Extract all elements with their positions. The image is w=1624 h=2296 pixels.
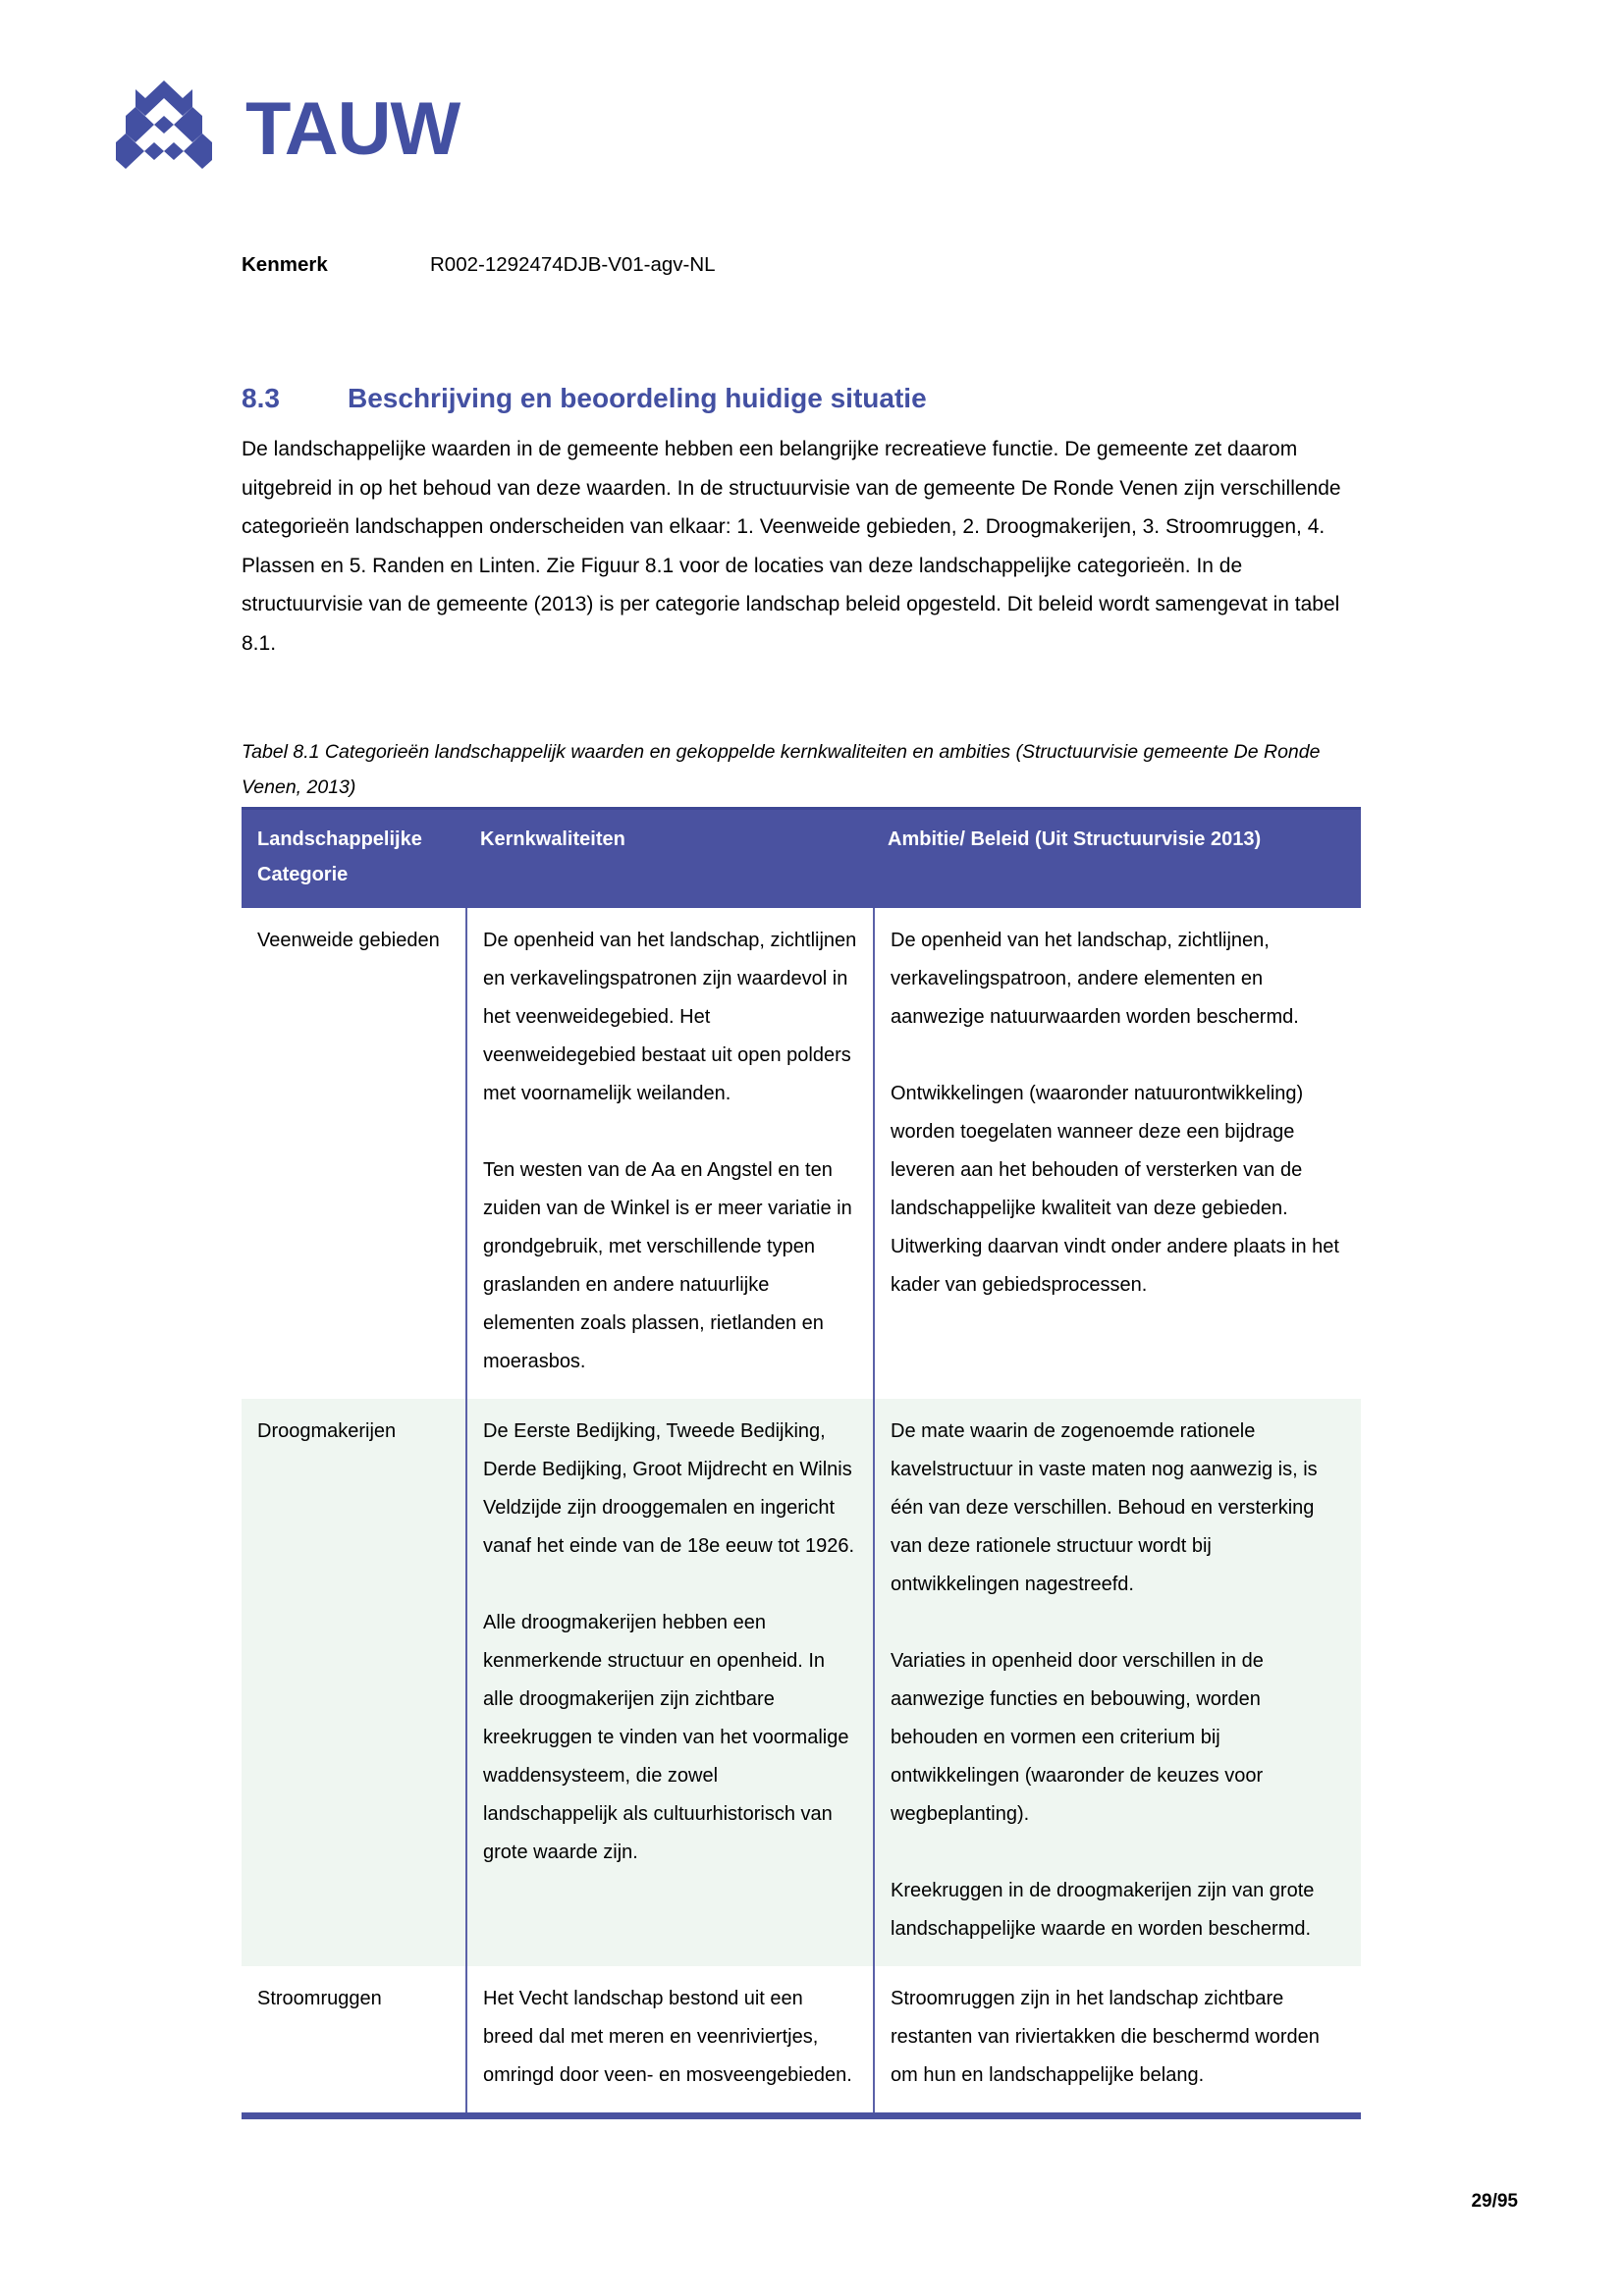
cell-ambitie — [874, 1399, 1361, 1966]
cell-paragraph: De mate waarin de zogenoemde rationele kavelstructuur in vaste maten nog aanwezig is, is één van deze verschillen. Behoud en versterking van deze rationele structuur wordt bij ontwikkelingen nagestreefd. — [891, 1420, 1318, 1595]
table-caption: Tabel 8.1 Categorieën landschappelijk waarden en gekoppelde kernkwaliteiten en ambities (Structuurvisie gemeente De Ronde Venen, 2013) — [242, 741, 1321, 798]
section-paragraph: De landschappelijke waarden in de gemeente hebben een belangrijke recreatieve functie. De gemeente zet daarom uitgebreid in op het behoud van deze waarden. In de structuurvisie van de gemeente De Ronde Venen zijn verschillende categorieën landschappen onderscheiden van elkaar: 1. Veenweide gebieden, 2. Droogmakerijen, 3. Stroomruggen, 4. Plassen en 5. Randen en Linten. Zie Figuur 8.1 voor de locaties van deze landschappelijke categorieën. In de structuurvisie van de gemeente (2013) is per categorie landschap beleid opgesteld. Dit beleid wordt samengevat in tabel 8.1. — [242, 438, 1341, 655]
column-header-ambitie: Ambitie/ Beleid (Uit Structuurvisie 2013) — [874, 809, 1361, 909]
cell-kernkwaliteiten — [466, 1399, 874, 1966]
cell-paragraph: De openheid van het landschap, zichtlijnen en verkavelingspatronen zijn waardevol in het veenweidegebied. Het veenweidegebied bestaat uit open polders met voornamelijk weilanden. — [483, 930, 857, 1104]
cell-paragraph: Kreekruggen in de droogmakerijen zijn van grote landschappelijke waarde en worden beschermd. — [891, 1880, 1315, 1940]
table-row — [242, 908, 1361, 1399]
table-body — [242, 908, 1361, 2112]
kenmerk-row — [242, 253, 716, 277]
kenmerk-label: Kenmerk — [242, 253, 328, 276]
cell-paragraph: Alle droogmakerijen hebben een kenmerkende structuur en openheid. In alle droogmakerijen zijn zichtbare kreekruggen te vinden van het voormalige waddensysteem, die zowel landschappelijk als cultuurhistorisch van grote waarde zijn. — [483, 1612, 849, 1863]
cell-category: Veenweide gebieden — [242, 908, 466, 1399]
landscape-categories-table — [242, 807, 1361, 2112]
cell-paragraph: Variaties in openheid door verschillen in de aanwezige functies en bebouwing, worden behouden en vormen een criterium bij ontwikkelingen (waaronder de keuzes voor wegbeplanting). — [891, 1650, 1264, 1825]
cell-paragraph: De Eerste Bedijking, Tweede Bedijking, Derde Bedijking, Groot Mijdrecht en Wilnis Veldzijde zijn drooggemalen en ingericht vanaf het einde van de 18e eeuw tot 1926. — [483, 1420, 855, 1557]
table-bottom-rule — [242, 2112, 1361, 2119]
table-row — [242, 1966, 1361, 2112]
tauw-wordmark: TAUW — [245, 87, 460, 171]
cell-ambitie — [874, 1966, 1361, 2112]
section-heading — [242, 383, 927, 414]
cell-ambitie — [874, 908, 1361, 1399]
cell-paragraph: Ontwikkelingen (waaronder natuurontwikkeling) worden toegelaten wanneer deze een bijdrage leveren aan het behouden of versterken van de landschappelijke kwaliteit van deze gebieden. Uitwerking daarvan vindt onder andere plaats in het kader van gebiedsprocessen. — [891, 1083, 1339, 1296]
tauw-chevron-logo-icon — [106, 77, 222, 183]
cell-category: Stroomruggen — [242, 1966, 466, 2112]
page-number: 29/95 — [1471, 2191, 1518, 2212]
cell-kernkwaliteiten — [466, 908, 874, 1399]
cell-paragraph: De openheid van het landschap, zichtlijnen, verkavelingspatroon, andere elementen en aanwezige natuurwaarden worden beschermd. — [891, 930, 1299, 1028]
tauw-logo — [106, 77, 460, 183]
page-title: Beschrijving en beoordeling huidige situatie — [348, 383, 927, 413]
kenmerk-value: R002-1292474DJB-V01-agv-NL — [430, 253, 716, 276]
cell-paragraph: Ten westen van de Aa en Angstel en ten zuiden van de Winkel is er meer variatie in grondgebruik, met verschillende typen graslanden en andere natuurlijke elementen zoals plassen, rietlanden en moerasbos. — [483, 1159, 852, 1372]
cell-kernkwaliteiten — [466, 1966, 874, 2112]
section-number: 8.3 — [242, 383, 280, 413]
table-row — [242, 1399, 1361, 1966]
column-header-kernkwaliteiten: Kernkwaliteiten — [466, 809, 874, 909]
table-header-row — [242, 809, 1361, 909]
cell-category: Droogmakerijen — [242, 1399, 466, 1966]
cell-paragraph: Het Vecht landschap bestond uit een breed dal met meren en veenriviertjes, omringd door veen- en mosveengebieden. — [483, 1988, 852, 2086]
column-header-category: Landschappelijke Categorie — [242, 809, 466, 909]
cell-paragraph: Stroomruggen zijn in het landschap zichtbare restanten van riviertakken die beschermd worden om hun en landschappelijke belang. — [891, 1988, 1320, 2086]
